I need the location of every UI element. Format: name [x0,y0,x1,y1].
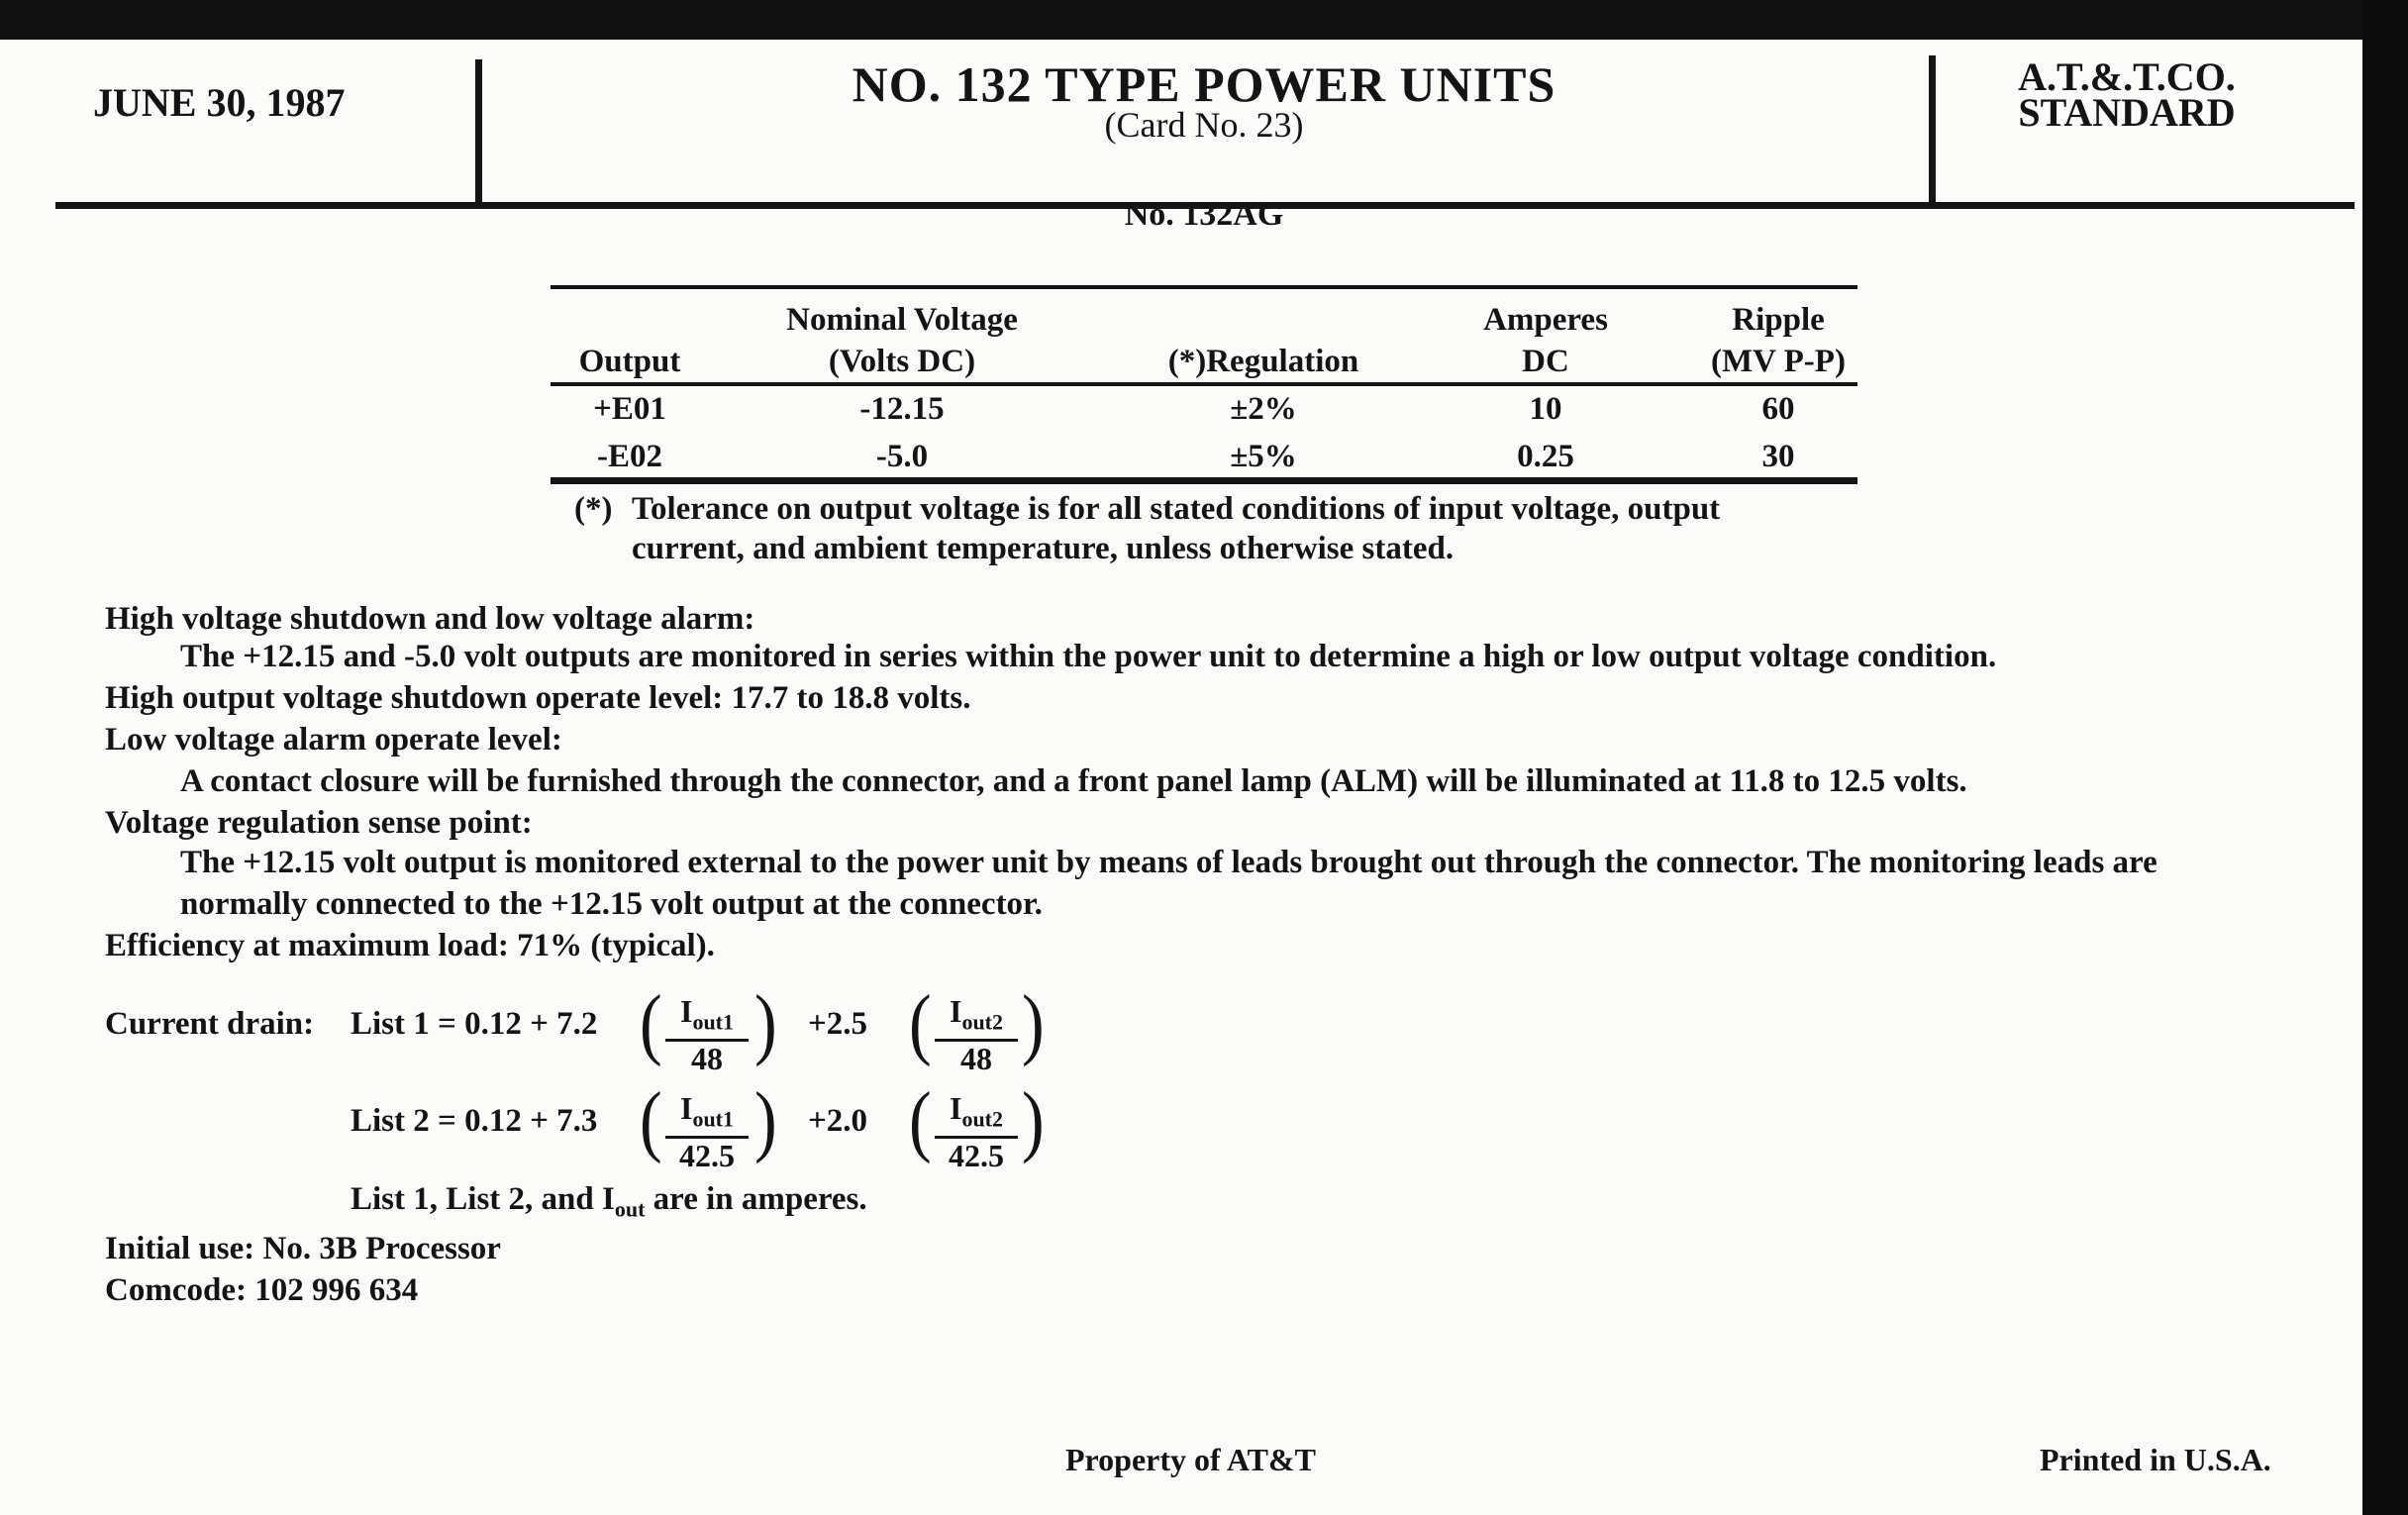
table-header-rule [551,382,1857,386]
cell-ripple: 30 [1761,439,1795,474]
footnote-line2: current, and ambient temperature, unless otherwise stated. [632,531,1455,566]
col-header-voltage-line1: Nominal Voltage [786,302,1018,338]
list1-frac1-sub: out1 [692,1009,734,1035]
list1-middle: +2.5 [808,1006,868,1042]
list2-frac1-den: 42.5 [679,1138,735,1174]
col-header-regulation-line2: (*)Regulation [1167,344,1359,379]
cell-regulation: ±5% [1230,439,1297,474]
list2-middle: +2.0 [808,1103,868,1139]
list2-fraction-1 [665,1091,749,1172]
sense-text-1: The +12.15 volt output is monitored external to the power unit by means of leads brought out through the connector. The monitoring leads are [180,845,2157,880]
list1-frac2-sub: out2 [961,1009,1003,1035]
header-date: JUNE 30, 1987 [93,80,346,125]
hv-heading: High voltage shutdown and low voltage alarm: [105,601,755,637]
units-note-b: are in amperes. [645,1181,867,1217]
list1-fraction-1 [665,994,749,1075]
units-note-a: List 1, List 2, and I [351,1181,615,1217]
list1-frac2-num: I [949,993,962,1029]
footer-property: Property of AT&T [1065,1442,1316,1477]
list2-prefix: List 2 = 0.12 + 7.3 [351,1103,598,1139]
sense-heading: Voltage regulation sense point: [105,805,533,841]
list2-frac1-num: I [679,1090,693,1126]
comcode: Comcode: 102 996 634 [105,1272,419,1308]
cell-ripple: 60 [1761,391,1795,427]
list1-paren-open-2: ( [908,980,932,1067]
header-standard-line2: STANDARD [2018,90,2236,135]
cell-voltage: -5.0 [875,439,929,474]
efficiency: Efficiency at maximum load: 71% (typical). [105,928,715,963]
card-edge-strip [2362,0,2408,1515]
cell-amperes: 10 [1529,391,1562,427]
table-bottom-rule [551,477,1857,484]
list1-frac2-den: 48 [960,1041,992,1077]
header-standard [1949,54,2305,135]
list2-frac2-num: I [949,1090,962,1126]
table-title: No. 132AG [1124,196,1284,233]
cell-voltage: -12.15 [859,391,945,427]
cell-output: -E02 [597,439,662,474]
cell-regulation: ±2% [1230,391,1297,427]
footer-printed: Printed in U.S.A. [2040,1442,2271,1477]
shutdown-level: High output voltage shutdown operate level: 17.7 to 18.8 volts. [105,680,971,716]
list1-prefix: List 1 = 0.12 + 7.2 [351,1006,598,1042]
col-header-output-line2: Output [578,344,681,379]
col-header-ripple-line1: Ripple [1732,302,1825,338]
header-subtitle: (Card No. 23) [1104,105,1304,145]
units-note [351,1178,867,1231]
list1-fraction-2 [935,994,1018,1075]
col-header-amperes-line1: Amperes [1483,302,1608,338]
list2-paren-close-1: ) [753,1077,777,1164]
cell-output: +E01 [593,391,666,427]
lv-text: A contact closure will be furnished through the connector, and a front panel lamp (ALM) will be illuminated at 11.8 to 12.5 volts. [180,763,1967,799]
header-divider-right [1929,55,1936,202]
list2-paren-close-2: ) [1021,1077,1045,1164]
header-standard-line1: A.T.&.T.CO. [2018,54,2236,99]
list1-paren-close-1: ) [753,980,777,1067]
hv-text: The +12.15 and -5.0 volt outputs are monitored in series within the power unit to determine a high or low output voltage condition. [180,639,1997,674]
list2-frac2-den: 42.5 [949,1138,1004,1174]
list2-frac1-sub: out1 [692,1106,734,1132]
list2-fraction-2 [935,1091,1018,1172]
list1-paren-close-2: ) [1021,980,1045,1067]
list1-paren-open-1: ( [639,980,662,1067]
initial-use: Initial use: No. 3B Processor [105,1231,501,1266]
list2-paren-open-2: ( [908,1077,932,1164]
footnote-mark: (*) [574,491,613,527]
table-footnote [574,489,1852,568]
list2-frac2-sub: out2 [961,1106,1003,1132]
header-title: NO. 132 TYPE POWER UNITS [852,56,1556,112]
units-note-sub: out [614,1196,646,1222]
current-drain-label: Current drain: [105,1006,315,1042]
col-header-amperes-line2: DC [1522,344,1569,379]
list1-frac1-num: I [679,993,693,1029]
col-header-ripple-line2: (MV P-P) [1711,344,1846,379]
lv-heading: Low voltage alarm operate level: [105,722,562,758]
col-header-voltage-line2: (Volts DC) [828,344,976,379]
sense-text-2: normally connected to the +12.15 volt output at the connector. [180,886,1043,922]
cell-amperes: 0.25 [1517,439,1574,474]
footnote-line1: Tolerance on output voltage is for all stated conditions of input voltage, output [632,491,1721,527]
list2-paren-open-1: ( [639,1077,662,1164]
table-top-rule [551,285,1857,289]
list1-frac1-den: 48 [691,1041,723,1077]
